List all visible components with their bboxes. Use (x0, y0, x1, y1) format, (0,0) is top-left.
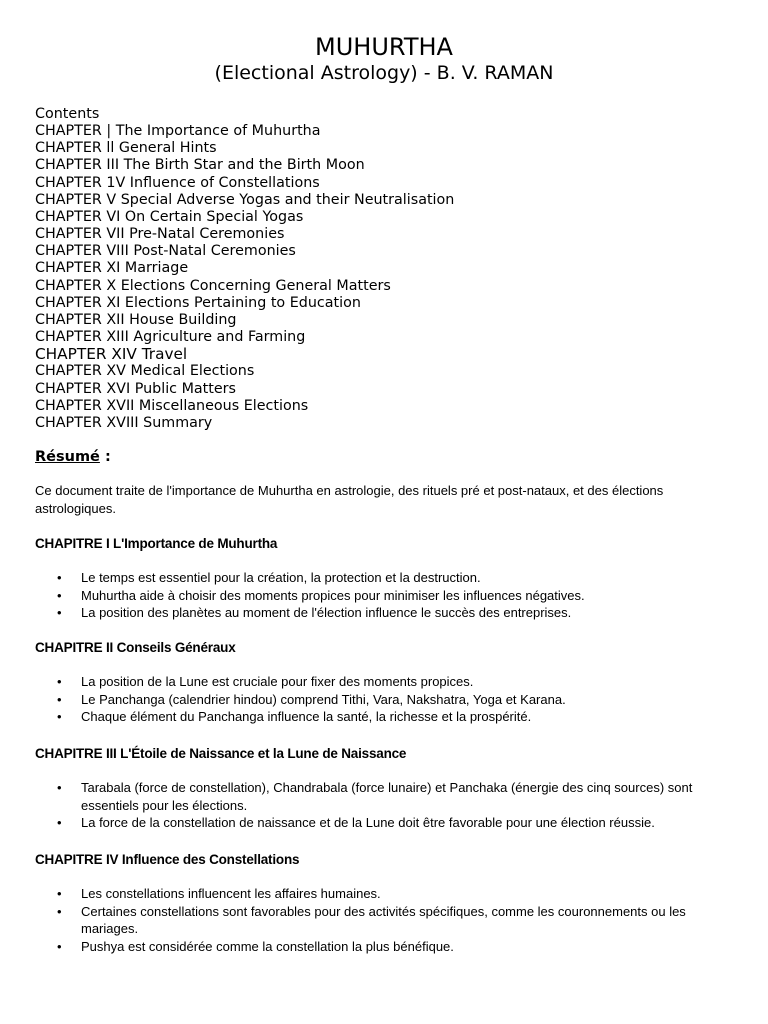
toc-entry: CHAPTER X Elections Concerning General Matters (35, 277, 391, 294)
list-item (35, 569, 745, 587)
toc-entry: CHAPTER XVII Miscellaneous Elections (35, 397, 309, 414)
table-of-contents (35, 106, 735, 432)
list-item (35, 938, 745, 956)
list-item-text: Certaines constellations sont favorables pour des activités spécifiques, comme les couronnements ou les mariages. (81, 903, 686, 936)
list-item-text: Muhurtha aide à choisir des moments propices pour minimiser les influences négatives. (81, 587, 585, 603)
document-subtitle: (Electional Astrology) - B. V. RAMAN (214, 62, 554, 84)
list-item (35, 691, 745, 709)
chapter-heading: CHAPITRE III L'Étoile de Naissance et la Lune de Naissance (35, 746, 407, 761)
list-item-text: Le Panchanga (calendrier hindou) comprend Tithi, Vara, Nakshatra, Yoga et Karana. (81, 691, 566, 707)
toc-entry: CHAPTER VII Pre-Natal Ceremonies (35, 226, 285, 243)
resume-label: Résumé (35, 449, 100, 465)
chapter-summary (35, 535, 745, 622)
toc-entry: CHAPTER XV Medical Elections (35, 363, 255, 380)
chapter-heading: CHAPITRE I L'Importance de Muhurtha (35, 536, 278, 551)
toc-entry: CHAPTER V Special Adverse Yogas and their Neutralisation (35, 191, 455, 208)
list-item-text: Le temps est essentiel pour la création, la protection et la destruction. (81, 570, 481, 585)
chapter-summary (35, 639, 745, 726)
bullet-icon: • (57, 674, 62, 689)
list-item (35, 604, 745, 622)
list-item-text: La position des planètes au moment de l'élection influence le succès des entreprises. (81, 605, 572, 620)
list-item-text: La position de la Lune est cruciale pour fixer des moments propices. (81, 674, 474, 689)
document-title: MUHURTHA (315, 33, 453, 61)
toc-entry: CHAPTER VIII Post-Natal Ceremonies (35, 243, 296, 260)
list-item (35, 903, 745, 938)
bullet-icon: • (57, 605, 62, 620)
bullet-list (35, 779, 745, 832)
list-item (35, 885, 745, 903)
bullet-icon: • (57, 691, 62, 707)
bullet-icon: • (57, 903, 62, 919)
chapter-heading: CHAPITRE IV Influence des Constellations (35, 852, 300, 867)
toc-entry: CHAPTER XII House Building (35, 311, 237, 328)
list-item-text: Chaque élément du Panchanga influence la santé, la richesse et la prospérité. (81, 709, 532, 724)
list-item-text: Tarabala (force de constellation), Chandrabala (force lunaire) et Panchaka (énergie des cinq sources) sont essentiels pour les élections. (81, 780, 693, 813)
toc-entry: CHAPTER VI On Certain Special Yogas (35, 208, 304, 225)
bullet-icon: • (57, 709, 62, 724)
bullet-icon: • (57, 938, 62, 954)
list-item (35, 708, 745, 726)
toc-entry: CHAPTER XVIII Summary (35, 414, 213, 431)
bullet-list (35, 885, 745, 955)
bullet-list (35, 569, 745, 622)
bullet-icon: • (57, 570, 62, 585)
contents-heading: Contents (35, 106, 100, 122)
chapter-summary (35, 745, 745, 832)
toc-entry: CHAPTER XIV Travel (35, 345, 188, 364)
bullet-list (35, 673, 745, 726)
toc-entry: CHAPTER XI Elections Pertaining to Education (35, 294, 361, 311)
resume-colon: : (99, 449, 111, 465)
chapter-heading: CHAPITRE II Conseils Généraux (35, 640, 236, 655)
summary-intro: Ce document traite de l'importance de Muhurtha en astrologie, des rituels pré et post-nataux, et des élections astrologiques. (35, 483, 664, 516)
toc-entry: CHAPTER XI Marriage (35, 260, 189, 277)
toc-entry: CHAPTER III The Birth Star and the Birth Moon (35, 157, 365, 174)
list-item-text: Pushya est considérée comme la constellation la plus bénéfique. (81, 938, 454, 954)
toc-entry: CHAPTER | The Importance of Muhurtha (35, 123, 321, 140)
bullet-icon: • (57, 815, 62, 830)
list-item (35, 673, 745, 691)
list-item (35, 814, 745, 832)
toc-entry: CHAPTER XIII Agriculture and Farming (35, 329, 306, 346)
list-item (35, 779, 745, 814)
bullet-icon: • (57, 886, 62, 901)
list-item-text: Les constellations influencent les affaires humaines. (81, 886, 381, 901)
toc-entry: CHAPTER ll General Hints (35, 140, 217, 157)
toc-entry: CHAPTER XVI Public Matters (35, 380, 237, 397)
list-item-text: La force de la constellation de naissance et de la Lune doit être favorable pour une élection réussie. (81, 815, 655, 830)
list-item (35, 587, 745, 605)
bullet-icon: • (57, 587, 62, 603)
bullet-icon: • (57, 780, 62, 795)
resume-heading (35, 447, 111, 467)
chapter-summary (35, 851, 745, 955)
toc-entry: CHAPTER 1V Influence of Constellations (35, 174, 320, 191)
